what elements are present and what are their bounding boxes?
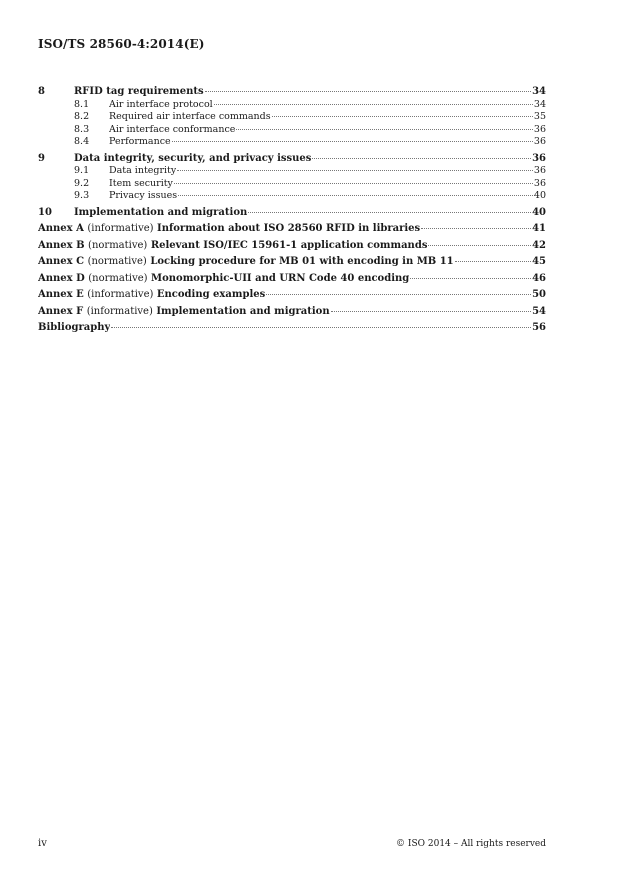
toc-page-number: 40	[532, 206, 546, 218]
toc-page-number: 34	[533, 98, 546, 110]
toc-leader-dots	[205, 91, 531, 92]
toc-section-10[interactable]	[38, 207, 546, 220]
toc-annex-a[interactable]	[38, 223, 546, 236]
toc-subsection-title: Data integrity	[109, 165, 177, 176]
toc-annex-title	[38, 289, 265, 302]
toc-annex-d[interactable]	[38, 273, 546, 286]
toc-leader-dots	[272, 116, 533, 117]
toc-annex-name: Relevant ISO/IEC 15961-1 application commands	[150, 239, 428, 251]
toc-annex-label: Annex D	[38, 272, 85, 284]
toc-page-number: 45	[532, 256, 546, 267]
footer-copyright: © ISO 2014 – All rights reserved	[396, 839, 546, 849]
toc-subsection-8-3[interactable]	[38, 124, 546, 137]
toc-page-number: 35	[533, 111, 546, 122]
toc-annex-type: (informative)	[87, 223, 154, 234]
toc-subsection-title: Air interface protocol	[109, 98, 213, 110]
toc-annex-type: (normative)	[88, 272, 148, 284]
toc-annex-f[interactable]	[38, 306, 546, 319]
toc-leader-dots	[455, 261, 531, 262]
toc-page-number: 54	[532, 305, 546, 317]
toc-annex-name: Implementation and migration	[156, 305, 330, 317]
toc-section-number: 8	[38, 86, 45, 97]
toc-subsection-number: 8.1	[74, 98, 90, 110]
toc-subsection-8-2[interactable]	[38, 111, 546, 124]
toc-annex-name: Monomorphic-UII and URN Code 40 encoding	[151, 272, 410, 284]
toc-subsection-number: 8.3	[74, 123, 90, 135]
toc-page-number: 42	[532, 239, 546, 251]
toc-subsection-9-3[interactable]	[38, 190, 546, 203]
toc-subsection-number: 9.3	[74, 190, 90, 201]
toc-subsection-title: Item security	[109, 177, 173, 189]
toc-leader-dots	[174, 183, 533, 184]
toc-subsection-9-1[interactable]	[38, 165, 546, 178]
toc-page-number: 36	[532, 152, 546, 164]
toc-annex-e[interactable]	[38, 289, 546, 302]
toc-annex-title	[38, 256, 454, 269]
toc-annex-label: Annex B	[38, 239, 85, 251]
toc-section-title: Implementation and migration	[74, 206, 248, 218]
toc-leader-dots	[248, 212, 531, 213]
footer-page-number: iv	[38, 838, 47, 849]
toc-leader-dots	[266, 294, 531, 295]
toc-section-number: 9	[38, 152, 45, 164]
toc-leader-dots	[177, 170, 533, 171]
toc-subsection-title: Air interface conformance	[109, 123, 236, 135]
toc-section-8[interactable]	[38, 86, 546, 99]
toc-subsection-number: 9.1	[74, 165, 90, 176]
toc-annex-c[interactable]	[38, 256, 546, 269]
toc-page-number: 46	[532, 272, 546, 284]
toc-subsection-9-2[interactable]	[38, 178, 546, 191]
toc-subsection-title: Required air interface commands	[109, 111, 271, 122]
toc-annex-title	[38, 240, 427, 253]
toc-annex-type: (normative)	[88, 239, 148, 251]
toc-annex-name: Information about ISO 28560 RFID in libraries	[157, 223, 421, 234]
toc-leader-dots	[178, 195, 533, 196]
toc-annex-type: (informative)	[87, 289, 154, 300]
toc-page-number: 36	[533, 177, 546, 189]
toc-annex-title	[38, 223, 420, 236]
toc-page-number: 50	[532, 289, 546, 300]
toc-annex-type: (informative)	[86, 305, 153, 317]
toc-subsection-number: 8.2	[74, 111, 90, 122]
toc-annex-type: (normative)	[87, 256, 147, 267]
toc-section-title: RFID tag requirements	[74, 86, 204, 97]
toc-annex-label: Annex A	[38, 223, 84, 234]
toc-section-title: Data integrity, security, and privacy issues	[74, 152, 312, 164]
toc-page-number: 40	[533, 190, 546, 201]
toc-leader-dots	[410, 278, 531, 279]
toc-page-number: 34	[532, 86, 546, 97]
toc-bibliography[interactable]	[38, 322, 546, 335]
toc-leader-dots	[428, 245, 531, 246]
toc-page-number: 36	[533, 165, 546, 176]
document-identifier: ISO/TS 28560-4:2014(E)	[38, 37, 205, 51]
toc-page-number: 36	[533, 123, 546, 135]
toc-annex-name: Locking procedure for MB 01 with encoding in MB 11	[150, 256, 454, 267]
toc-annex-b[interactable]	[38, 240, 546, 253]
table-of-contents	[38, 86, 546, 335]
toc-page-number: 56	[532, 322, 546, 333]
toc-bibliography-title: Bibliography	[38, 322, 111, 333]
toc-subsection-8-4[interactable]	[38, 136, 546, 149]
toc-leader-dots	[236, 129, 532, 130]
toc-leader-dots	[421, 228, 531, 229]
toc-leader-dots	[331, 311, 531, 312]
toc-section-9[interactable]	[38, 153, 546, 166]
toc-annex-label: Annex F	[38, 305, 84, 317]
toc-subsection-number: 8.4	[74, 136, 90, 147]
toc-section-number: 10	[38, 206, 52, 218]
toc-subsection-title: Privacy issues	[109, 190, 178, 201]
toc-annex-label: Annex C	[38, 256, 85, 267]
toc-annex-title	[38, 306, 330, 319]
toc-annex-title	[38, 273, 409, 286]
toc-subsection-title: Performance	[109, 136, 171, 147]
toc-leader-dots	[214, 104, 533, 105]
toc-page-number: 41	[532, 223, 546, 234]
toc-leader-dots	[312, 158, 531, 159]
toc-leader-dots	[111, 327, 531, 328]
toc-subsection-number: 9.2	[74, 177, 90, 189]
toc-annex-name: Encoding examples	[156, 289, 266, 300]
toc-subsection-8-1[interactable]	[38, 99, 546, 112]
toc-annex-label: Annex E	[38, 289, 84, 300]
toc-page-number: 36	[533, 136, 546, 147]
toc-leader-dots	[172, 141, 533, 142]
page-footer	[38, 838, 546, 849]
